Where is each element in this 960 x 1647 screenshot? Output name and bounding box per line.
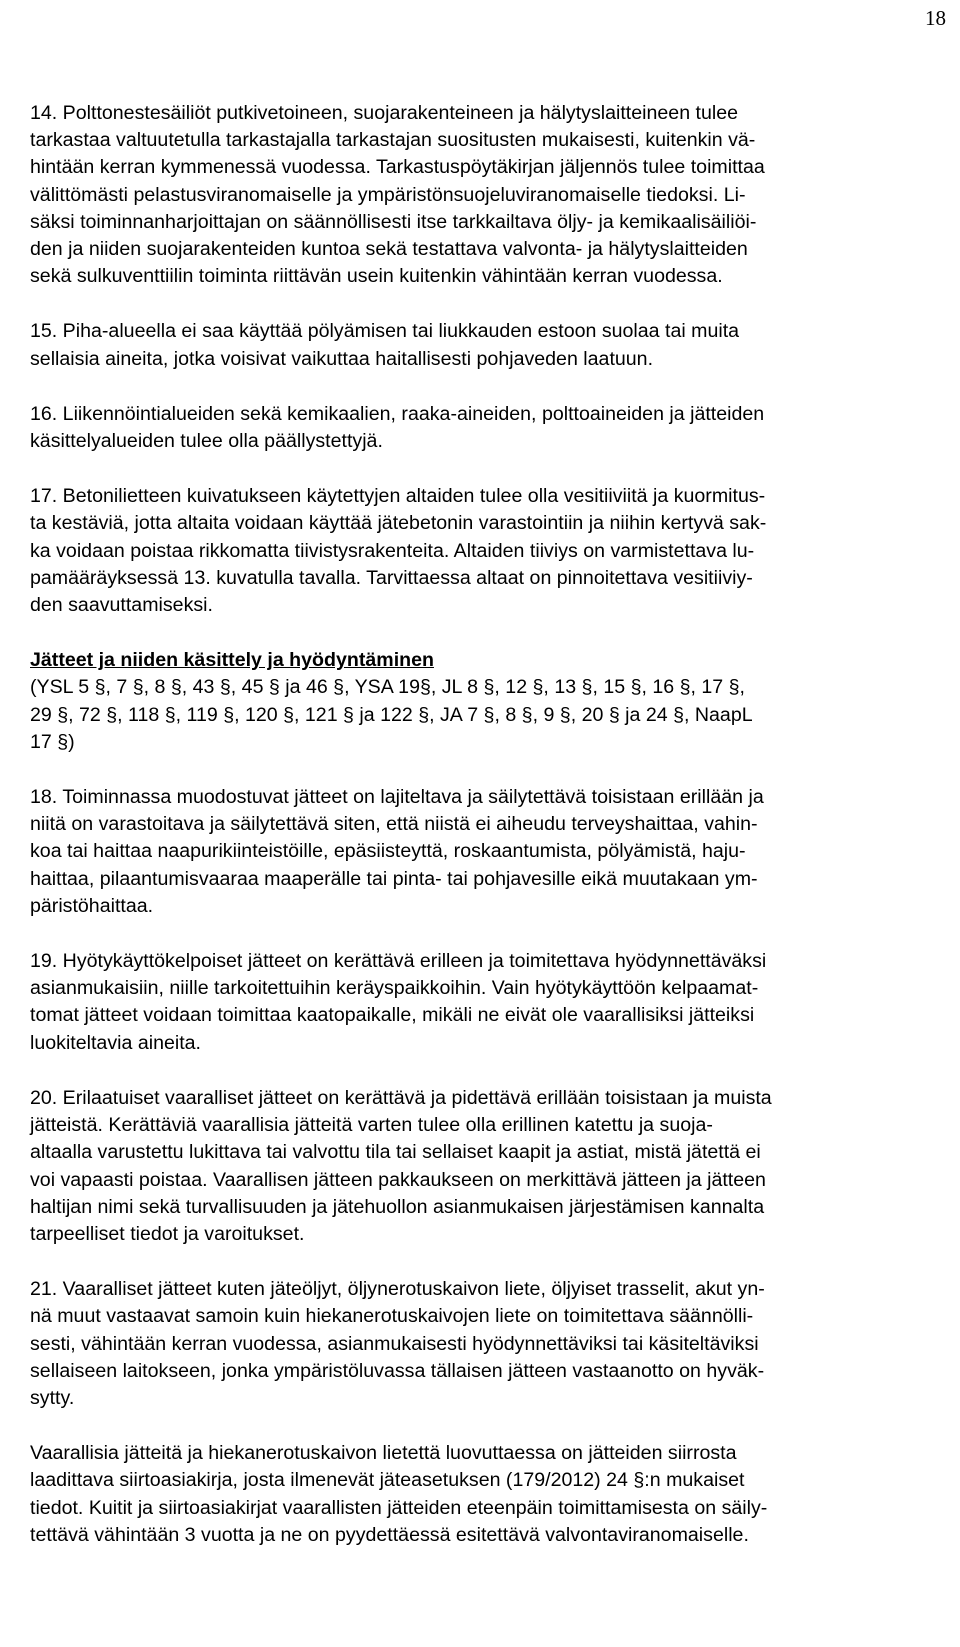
paragraph-16: 16. Liikennöintialueiden sekä kemikaalien, raaka-aineiden, polttoaineiden ja jätteiden käsittelyalueiden tulee olla päällystettyjä.: [30, 402, 765, 453]
paragraph-19: 19. Hyötykäyttökelpoiset jätteet on kerättävä erilleen ja toimitettava hyödynnettäväksi asianmukaisiin, niille tarkoitettuihin keräyspaikkoihin. Vain hyötykäyttöön kelpaamat- tomat jätteet voidaan toimittaa kaatopaikalle, mikäli ne eivät ole vaarallisiksi jätteiksi luokiteltavia aineita.: [30, 950, 767, 1054]
legal-references: (YSL 5 §, 7 §, 8 §, 43 §, 45 § ja 46 §, YSA 19§, JL 8 §, 12 §, 13 §, 15 §, 16 §, 17 §, 29 §, 72 §, 118 §, 119 §, 120 §, 121 § ja 122 §, JA 7 §, 8 §, 9 §, 20 § ja 24 §, NaapL 17 §): [30, 676, 753, 753]
paragraph-20: 20. Erilaatuiset vaaralliset jätteet on kerättävä ja pidettävä erillään toisistaan ja muista jätteistä. Kerättäviä vaarallisia jätteitä varten tulee olla erillinen katettu ja suoja- altaalla varustettu lukittava tai valvottu tila tai sellaiset kaapit ja astiat, mistä jätettä ei voi vapaasti poistaa. Vaarallisen jätteen pakkaukseen on merkittävä jätteen ja jätteen haltijan nimi sekä turvallisuuden ja jätehuollon asianmukaisen järjestämisen kannalta tarpeelliset tiedot ja varoitukset.: [30, 1086, 772, 1245]
document-body: [30, 100, 944, 1577]
paragraph-waste-transfer: Vaarallisia jätteitä ja hiekanerotuskaivon lietettä luovuttaessa on jätteiden siirrosta laadittava siirtoasiakirja, josta ilmenevät jäteasetuksen (179/2012) 24 §:n mukaiset tiedot. Kuitit ja siirtoasiakirjat vaarallisten jätteiden eteenpäin toimittamisesta on säily- tettävä vähintään 3 vuotta ja ne on pyydettäessä esitettävä valvontaviranomaiselle.: [30, 1442, 768, 1546]
paragraph-15: 15. Piha-alueella ei saa käyttää pölyämisen tai liukkauden estoon suolaa tai muita sellaisia aineita, jotka voisivat vaikuttaa haitallisesti pohjaveden laatuun.: [30, 320, 740, 370]
page-number: 18: [925, 6, 946, 30]
paragraph-17: 17. Betonilietteen kuivatukseen käytettyjen altaiden tulee olla vesitiiviitä ja kuormitus- ta kestäviä, jotta altaita voidaan käyttää jätebetonin varastointiin ja niihin kertyvä sak- ka voidaan poistaa rikkomatta tiivistysrakenteita. Altaiden tiiviys on varmistettava lu- pamääräyksessä 13. kuvatulla tavalla. Tarvittaessa altaat on pinnoitettava vesitiiviy- den saavuttamiseksi.: [30, 485, 767, 617]
paragraph-21: 21. Vaaralliset jätteet kuten jäteöljyt, öljynerotuskaivon liete, öljyiset trasselit, akut yn- nä muut vastaavat samoin kuin hiekanerotuskaivojen liete on toimitettava säännölli- sesti, vähintään kerran vuodessa, asianmukaisesti hyödynnettäviksi tai käsiteltäviksi sellaiseen laitokseen, jonka ympäristöluvassa tällaisen jätteen vastaanotto on hyväk- sytty.: [30, 1278, 765, 1409]
section-heading: Jätteet ja niiden käsittely ja hyödyntäminen: [30, 649, 434, 672]
paragraph-14: 14. Polttonestesäiliöt putkivetoineen, suojarakenteineen ja hälytyslaitteineen tulee tarkastaa valtuutetulla tarkastajalla tarkastajan suositusten mukaisesti, kuitenkin vä- hintään kerran kymmenessä vuodessa. Tarkastuspöytäkirjan jäljennös tulee toimittaa välittömästi pelastusviranomaiselle ja ympäristönsuojeluviranomaiselle tiedoksi. Li- säksi toiminnanharjoittajan on säännöllisesti itse tarkkailtava öljy- ja kemikaalisäiliöi- den ja niiden suojarakenteiden kuntoa sekä testattava valvonta- ja hälytyslaitteiden sekä sulkuventtiilin toiminta riittävän usein kuitenkin vähintään kerran vuodessa.: [30, 102, 765, 288]
paragraph-18: 18. Toiminnassa muodostuvat jätteet on lajiteltava ja säilytettävä toisistaan erillään ja niitä on varastoitava ja säilytettävä siten, että niistä ei aiheudu terveyshaittaa, vahin- koa tai haittaa naapurikiinteistöille, epäsiisteyttä, roskaantumista, pölyämistä, haju- haittaa, pilaantumisvaaraa maaperälle tai pinta- tai pohjavesille eikä muutakaan ym- päristöhaittaa.: [30, 786, 764, 917]
